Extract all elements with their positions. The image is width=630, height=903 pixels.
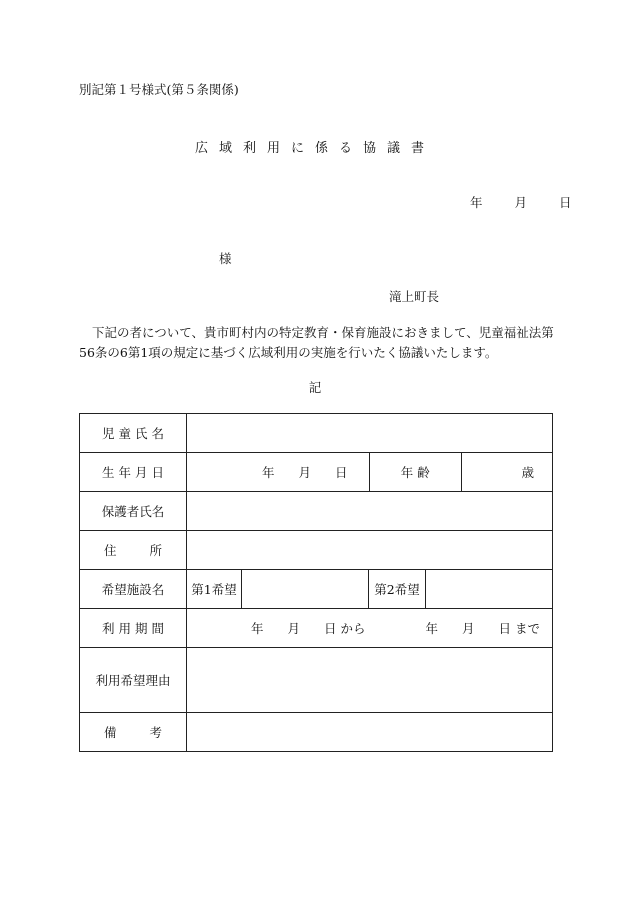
date-year: 年 bbox=[470, 195, 483, 210]
second-choice-field[interactable] bbox=[426, 570, 552, 608]
date-month: 月 bbox=[514, 195, 527, 210]
birthdate-field[interactable] bbox=[187, 453, 370, 492]
row-child-name bbox=[80, 414, 553, 453]
address-field[interactable] bbox=[187, 531, 553, 570]
facility-label: 希望施設名 bbox=[80, 570, 187, 609]
age-unit: 歳 bbox=[521, 465, 534, 480]
age-field[interactable] bbox=[461, 453, 553, 492]
recipient-suffix: 様 bbox=[219, 251, 232, 266]
birth-month: 月 bbox=[298, 465, 312, 480]
address-label-2: 所 bbox=[149, 543, 162, 558]
period-to-year: 年 bbox=[425, 621, 439, 636]
row-remarks bbox=[80, 713, 553, 752]
period-from-year: 年 bbox=[251, 621, 264, 636]
period-field[interactable] bbox=[187, 609, 553, 648]
remarks-field[interactable] bbox=[187, 713, 553, 752]
first-choice-label: 第1希望 bbox=[187, 570, 242, 608]
address-label bbox=[80, 531, 187, 570]
facility-cells bbox=[187, 570, 553, 609]
document-title: 広域利用に係る協議書 bbox=[194, 141, 435, 156]
row-birthdate bbox=[80, 453, 553, 492]
birth-year: 年 bbox=[262, 465, 275, 480]
period-from-month: 月 bbox=[287, 621, 301, 636]
row-period bbox=[80, 609, 553, 648]
second-choice-label: 第2希望 bbox=[369, 570, 426, 608]
form-number: 別記第１号様式(第５条関係) bbox=[79, 82, 239, 97]
age-label: 年 齢 bbox=[370, 453, 462, 492]
guardian-field[interactable] bbox=[187, 492, 553, 531]
row-address bbox=[80, 531, 553, 570]
period-from-day: 日 から bbox=[324, 621, 366, 636]
period-to-month: 月 bbox=[462, 621, 475, 636]
birthdate-label: 生 年 月 日 bbox=[80, 453, 187, 492]
reason-label: 利用希望理由 bbox=[80, 648, 187, 713]
date-line bbox=[470, 193, 571, 211]
row-facility bbox=[80, 570, 553, 609]
birth-day: 日 bbox=[335, 465, 348, 480]
period-label: 利 用 期 間 bbox=[80, 609, 187, 648]
guardian-label: 保護者氏名 bbox=[80, 492, 187, 531]
row-guardian bbox=[80, 492, 553, 531]
child-name-label: 児 童 氏 名 bbox=[80, 414, 187, 453]
application-form-table bbox=[79, 413, 553, 752]
remarks-label bbox=[80, 713, 187, 752]
first-choice-field[interactable] bbox=[242, 570, 369, 608]
reason-field[interactable] bbox=[187, 648, 553, 713]
period-to-day: 日 まで bbox=[498, 621, 541, 636]
remarks-label-1: 備 bbox=[104, 725, 117, 740]
remarks-label-2: 考 bbox=[149, 725, 162, 740]
address-label-1: 住 bbox=[104, 543, 117, 558]
ki-marker: 記 bbox=[308, 380, 322, 395]
body-paragraph: 下記の者について、貴市町村内の特定教育・保育施設におきまして、児童福祉法第56条の6第1項の規定に基づく広域利用の実施を行いたく協議いたします。 bbox=[79, 325, 554, 360]
child-name-field[interactable] bbox=[187, 414, 553, 453]
row-reason bbox=[80, 648, 553, 713]
date-day: 日 bbox=[558, 195, 572, 210]
sender-name: 滝上町長 bbox=[389, 289, 440, 304]
